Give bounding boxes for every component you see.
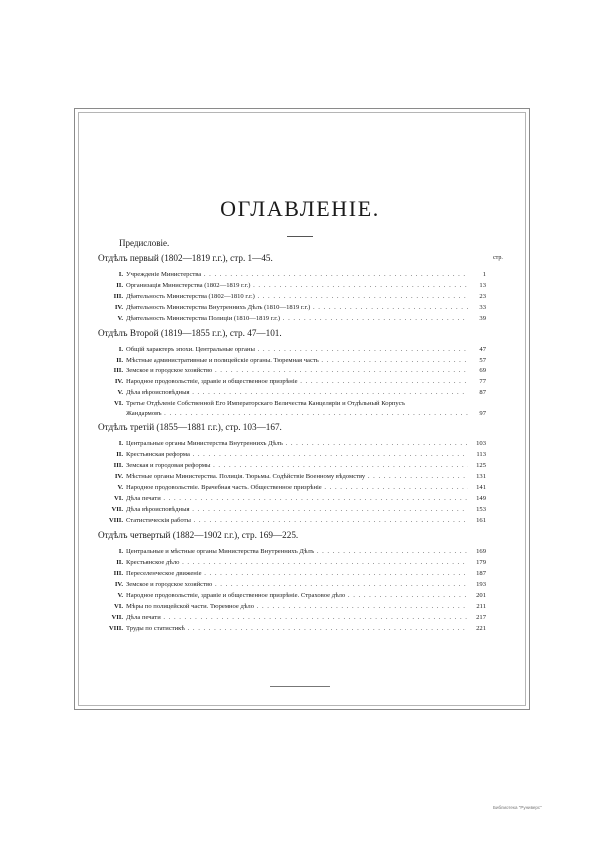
entry-title: Учрежденіе Министерства . . . bbox=[126, 270, 468, 280]
entry-page: 87 bbox=[479, 389, 486, 396]
title-ornament bbox=[287, 236, 313, 237]
entry-page: 23 bbox=[479, 293, 486, 300]
entry-title: Труды по статистикѣ . . . bbox=[126, 624, 468, 634]
toc-entry[interactable] bbox=[104, 345, 486, 355]
entry-title: Дѣла печати . . . bbox=[126, 613, 468, 623]
toc-entry[interactable] bbox=[104, 602, 486, 612]
entry-page: 1 bbox=[482, 271, 486, 278]
section-heading-2 bbox=[98, 328, 282, 338]
entry-title: Дѣла печати . . . bbox=[126, 494, 468, 504]
entry-number: II. bbox=[116, 357, 123, 364]
entry-number: I. bbox=[118, 271, 123, 278]
entry-number: II. bbox=[116, 559, 123, 566]
toc-entry[interactable] bbox=[104, 472, 486, 482]
toc-entry[interactable] bbox=[104, 439, 486, 449]
page-title: ОГЛАВЛЕНIЕ. bbox=[220, 196, 380, 221]
entry-number: VI. bbox=[114, 400, 123, 407]
entry-title-line-1: Третье Отдѣленіе Собственной Его Императорскаго Величества Канцеляріи и Отдѣльный Корпусъ bbox=[126, 400, 406, 407]
entry-title: Статистическія работы . . . bbox=[126, 516, 468, 526]
entry-page: 187 bbox=[476, 570, 486, 577]
toc-entry[interactable] bbox=[104, 281, 486, 291]
entry-number: I. bbox=[118, 440, 123, 447]
page-column-header: стр. bbox=[493, 255, 503, 261]
toc-entry[interactable] bbox=[104, 303, 486, 313]
entry-title: Народное продовольствіе. Врачебная часть. Общественное призрѣніе . . . bbox=[126, 483, 468, 493]
entry-title: Дѣла вѣроисповѣдныя . . . bbox=[126, 505, 468, 515]
entry-number: VIII. bbox=[108, 625, 123, 632]
entry-number: III. bbox=[113, 367, 123, 374]
toc-entry[interactable] bbox=[104, 314, 486, 324]
section-heading-text: Отдѣлъ первый (1802—1819 г.г.), стр. 1—45. bbox=[98, 253, 273, 263]
entry-title bbox=[126, 399, 468, 419]
entry-page: 57 bbox=[479, 357, 486, 364]
entry-page: 13 bbox=[479, 282, 486, 289]
entry-page: 103 bbox=[476, 440, 486, 447]
entry-title: Переселенческое движеніе . . . bbox=[126, 569, 468, 579]
toc-entry[interactable] bbox=[104, 483, 486, 493]
entry-number: II. bbox=[116, 451, 123, 458]
entry-page: 33 bbox=[479, 304, 486, 311]
entry-title: Дѣятельность Министерства (1802—1810 г.г.) . . . bbox=[126, 292, 468, 302]
entry-number: VIII. bbox=[108, 517, 123, 524]
entry-page: 161 bbox=[476, 517, 486, 524]
entry-title: Организація Министерства (1802—1819 г.г.) . . . bbox=[126, 281, 468, 291]
entry-number: III. bbox=[113, 293, 123, 300]
toc-entry[interactable] bbox=[104, 624, 486, 634]
entry-title: Мѣры по полицейской части. Тюремное дѣло . . . bbox=[126, 602, 468, 612]
entry-title: Мѣстные органы Министерства. Полиція. Тюрьмы. Содѣйствіе Военному вѣдомству . . . bbox=[126, 472, 468, 482]
entry-page: 169 bbox=[476, 548, 486, 555]
toc-entry[interactable] bbox=[104, 461, 486, 471]
section-heading-text: Отдѣлъ третій (1855—1881 г.г.), стр. 103—167. bbox=[98, 422, 282, 432]
entry-page: 211 bbox=[476, 603, 486, 610]
entry-page: 149 bbox=[476, 495, 486, 502]
entry-page: 69 bbox=[479, 367, 486, 374]
toc-entry[interactable] bbox=[104, 366, 486, 376]
toc-entry[interactable] bbox=[104, 558, 486, 568]
entry-number: III. bbox=[113, 462, 123, 469]
entry-number: VI. bbox=[114, 603, 123, 610]
entry-number: I. bbox=[118, 548, 123, 555]
entry-title: Крестьянское дѣло . . . bbox=[126, 558, 468, 568]
toc-entry[interactable] bbox=[104, 388, 486, 398]
entry-number: VI. bbox=[114, 495, 123, 502]
entry-number: VII. bbox=[111, 614, 123, 621]
section-heading-3 bbox=[98, 422, 282, 432]
entry-title: Дѣятельность Министерства Внутреннихъ Дѣлъ (1810—1819 г.г.) . . . bbox=[126, 303, 468, 313]
entry-title: Земская и городовая реформы . . . bbox=[126, 461, 468, 471]
toc-entry[interactable] bbox=[104, 377, 486, 387]
entry-page: 201 bbox=[476, 592, 486, 599]
section-heading-text: Отдѣлъ четвертый (1882—1902 г.г.), стр. 169—225. bbox=[98, 530, 299, 540]
toc-entry[interactable] bbox=[104, 494, 486, 504]
entry-page: 153 bbox=[476, 506, 486, 513]
entry-title: Крестьянская реформа . . . bbox=[126, 450, 468, 460]
entry-number: IV. bbox=[114, 581, 123, 588]
entry-title: Центральные и мѣстные органы Министерства Внутреннихъ Дѣлъ . . . bbox=[126, 547, 468, 557]
entry-page: 113 bbox=[476, 451, 486, 458]
section-heading-text: Отдѣлъ Второй (1819—1855 г.г.), стр. 47—101. bbox=[98, 328, 282, 338]
entry-page: 39 bbox=[479, 315, 486, 322]
entry-page: 179 bbox=[476, 559, 486, 566]
entry-title: Центральные органы Министерства Внутреннихъ Дѣлъ . . . bbox=[126, 439, 468, 449]
toc-entry[interactable] bbox=[104, 270, 486, 280]
toc-entry[interactable] bbox=[104, 580, 486, 590]
entry-page: 77 bbox=[479, 378, 486, 385]
entry-number: IV. bbox=[114, 473, 123, 480]
entry-number: IV. bbox=[114, 304, 123, 311]
section-heading-1 bbox=[98, 253, 503, 263]
entry-page: 97 bbox=[479, 410, 486, 417]
entry-page: 141 bbox=[476, 484, 486, 491]
entry-title-line-2: Жандармовъ . . . bbox=[126, 409, 468, 419]
toc-entry[interactable] bbox=[104, 292, 486, 302]
entry-title: Дѣятельность Министерства Полиціи (1810—1819 г.г.) . . . bbox=[126, 314, 468, 324]
entry-number: V. bbox=[117, 484, 123, 491]
bottom-ornament bbox=[270, 686, 330, 687]
entry-number: V. bbox=[117, 315, 123, 322]
entry-number: III. bbox=[113, 570, 123, 577]
entry-title: Земское и городское хозяйство . . . bbox=[126, 366, 468, 376]
entry-page: 217 bbox=[476, 614, 486, 621]
toc-entry[interactable] bbox=[104, 516, 486, 526]
entry-number: II. bbox=[116, 282, 123, 289]
toc-entry[interactable] bbox=[104, 613, 486, 623]
entry-title: Дѣла вѣроисповѣдныя . . . bbox=[126, 388, 468, 398]
entry-title: Народное продовольствіе, здравіе и общественное призрѣніе. Страховое дѣло . . . bbox=[126, 591, 468, 601]
entry-title: Народное продовольствіе, здравіе и общественное призрѣніе . . . bbox=[126, 377, 468, 387]
toc-entry[interactable] bbox=[104, 356, 486, 366]
toc-entry[interactable] bbox=[104, 450, 486, 460]
section-heading-4 bbox=[98, 530, 298, 540]
entry-number: V. bbox=[117, 389, 123, 396]
entry-title: Общій характеръ эпохи. Центральные органы . . . bbox=[126, 345, 468, 355]
entry-page: 131 bbox=[476, 473, 486, 480]
entry-number: V. bbox=[117, 592, 123, 599]
entry-title: Мѣстные административные и полицейскіе органы. Тюремная часть . . . bbox=[126, 356, 468, 366]
entry-page: 193 bbox=[476, 581, 486, 588]
toc-entry[interactable] bbox=[104, 547, 486, 557]
entry-page: 47 bbox=[479, 346, 486, 353]
toc-entry[interactable] bbox=[104, 569, 486, 579]
toc-entry[interactable] bbox=[104, 399, 486, 419]
toc-entry[interactable] bbox=[104, 591, 486, 601]
toc-entry[interactable] bbox=[104, 505, 486, 515]
entry-page: 221 bbox=[476, 625, 486, 632]
entry-number: VII. bbox=[111, 506, 123, 513]
entry-page: 125 bbox=[476, 462, 486, 469]
entry-title: Земское и городское хозяйство . . . bbox=[126, 580, 468, 590]
entry-number: I. bbox=[118, 346, 123, 353]
entry-number: IV. bbox=[114, 378, 123, 385]
preface-entry[interactable]: Предисловіе. bbox=[119, 238, 170, 248]
library-credit: Библиотека "Руниверс" bbox=[493, 805, 542, 810]
